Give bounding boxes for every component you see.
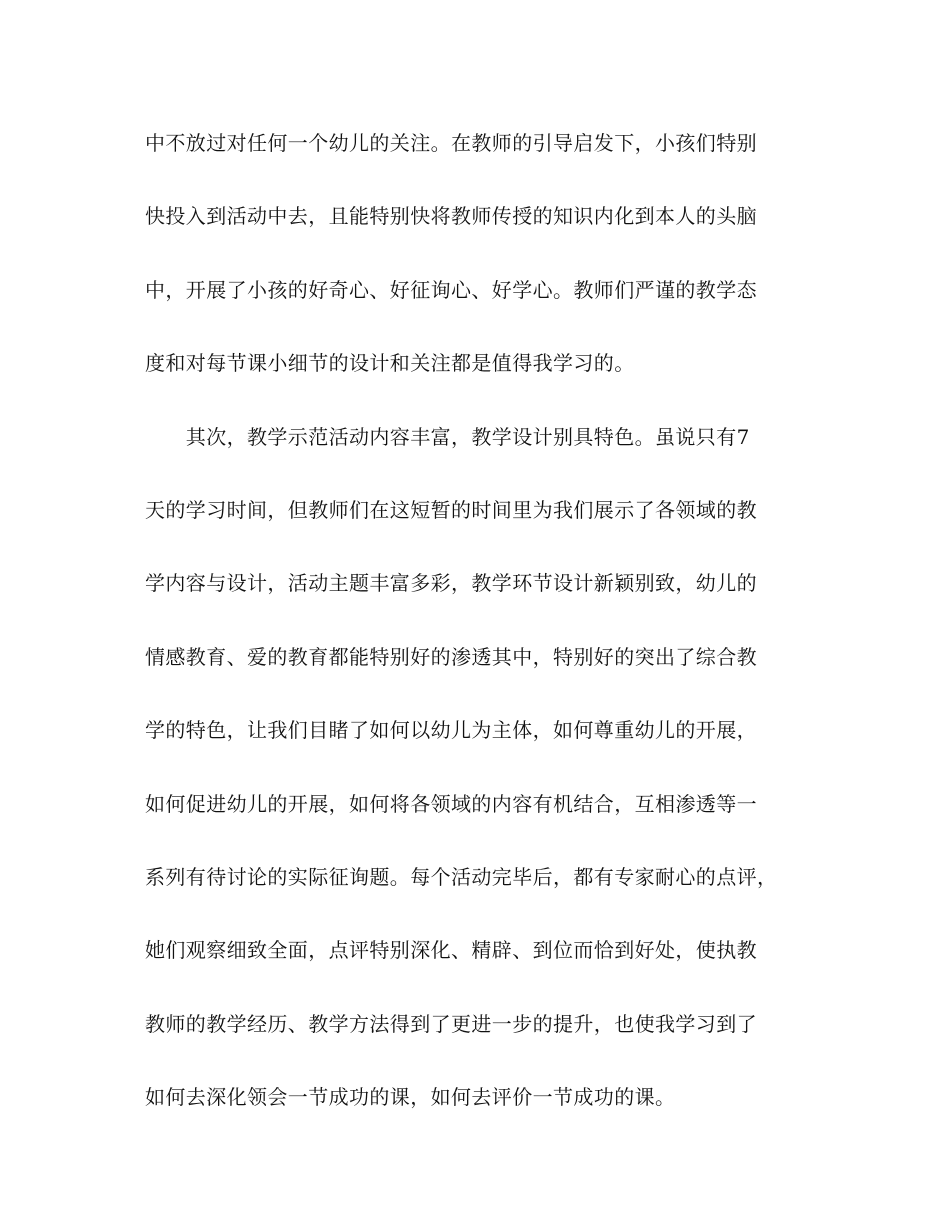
text-line: 天的学习时间，但教师们在这短暂的时间里为我们展示了各领域的教 — [145, 497, 757, 522]
text-line: 学的特色，让我们目睹了如何以幼儿为主体，如何尊重幼儿的开展， — [145, 718, 757, 743]
text-line: 系列有待讨论的实际征询题。每个活动完毕后，都有专家耐心的点评， — [145, 864, 778, 889]
text-line: 度和对每节课小细节的设计和关注都是值得我学习的。 — [145, 351, 635, 376]
paragraph-start-line: 其次，教学示范活动内容丰富，教学设计别具特色。虽说只有7 — [145, 424, 750, 449]
text-line: 中，开展了小孩的好奇心、好征询心、好学心。教师们严谨的教学态 — [145, 277, 757, 302]
text-line: 教师的教学经历、教学方法得到了更进一步的提升，也使我学习到了 — [145, 1011, 757, 1036]
text-line: 情感教育、爱的教育都能特别好的渗透其中，特别好的突出了综合教 — [145, 644, 757, 669]
text-line: 快投入到活动中去，且能特别快将教师传授的知识内化到本人的头脑 — [145, 204, 757, 229]
text-line: 学内容与设计，活动主题丰富多彩，教学环节设计新颖别致，幼儿的 — [145, 571, 757, 596]
text-line: 如何促进幼儿的开展，如何将各领域的内容有机结合，互相渗透等一 — [145, 791, 757, 816]
text-line: 中不放过对任何一个幼儿的关注。在教师的引导启发下，小孩们特别 — [145, 131, 757, 155]
text-line: 她们观察细致全面，点评特别深化、精辟、到位而恰到好处，使执教 — [145, 938, 757, 963]
text-line: 如何去深化领会一节成功的课，如何去评价一节成功的课。 — [145, 1085, 676, 1110]
body-text — [145, 119, 815, 1146]
